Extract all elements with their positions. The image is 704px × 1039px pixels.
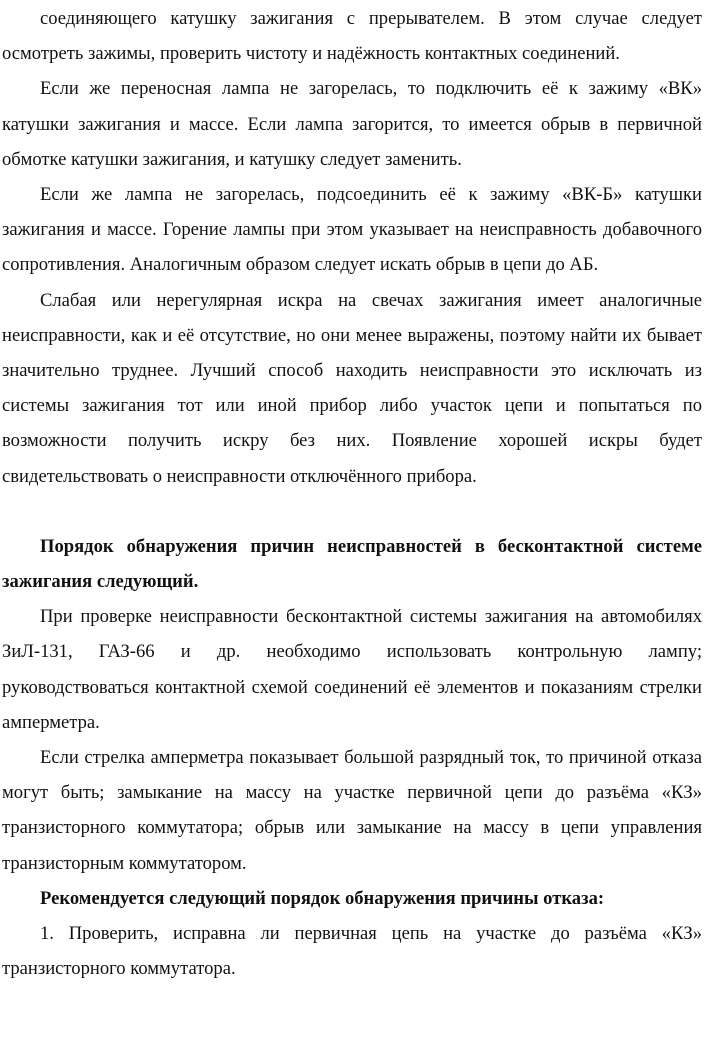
paragraph: При проверке неисправности бесконтактной системы зажигания на автомобилях ЗиЛ-131, ГАЗ-66 и др. необходимо использовать контрольную лампу; руководствоваться контактной схемой соединений её элементов и показаниям стрелки амперметра.: [2, 606, 702, 733]
section-heading: Порядок обнаружения причин неисправностей в бесконтактной системе зажигания следующий.: [2, 535, 702, 593]
paragraph: Если стрелка амперметра показывает большой разрядный ток, то причиной отказа могут быть; замыкание на массу на участке первичной цепи до разъёма «КЗ» транзисторного коммутатора; обрыв или замыкание на массу в цепи управления транзисторным коммутатором.: [2, 747, 702, 874]
paragraph: Слабая или нерегулярная искра на свечах зажигания имеет аналогичные неисправности, как и её отсутствие, но они менее выражены, поэтому найти их бывает значительно труднее. Лучший способ находить неисправности это исключать из системы зажигания тот или иной прибор либо участок цепи и попытаться по возможности получить искру без них. Появление хорошей искры будет свидетельствовать о неисправности отключённого прибора.: [2, 289, 702, 487]
subheading: Рекомендуется следующий порядок обнаружения причины отказа:: [40, 887, 605, 909]
blank-line: [2, 494, 702, 529]
paragraph: соединяющего катушку зажигания с прерывателем. В этом случае следует осмотреть зажимы, проверить чистоту и надёжность контактных соединений.: [2, 8, 702, 65]
list-item: 1. Проверить, исправна ли первичная цепь на участке до разъёма «КЗ» транзисторного коммутатора.: [2, 923, 702, 980]
paragraph: Если же переносная лампа не загорелась, то подключить её к зажиму «ВК» катушки зажигания и массе. Если лампа загорится, то имеется обрыв в первичной обмотке катушки зажигания, и катушку следует заменить.: [2, 78, 702, 170]
paragraph: Если же лампа не загорелась, подсоединить её к зажиму «ВК-Б» катушки зажигания и массе. Горение лампы при этом указывает на неисправность добавочного сопротивления. Аналогичным образом следует искать обрыв в цепи до АБ.: [2, 184, 702, 276]
